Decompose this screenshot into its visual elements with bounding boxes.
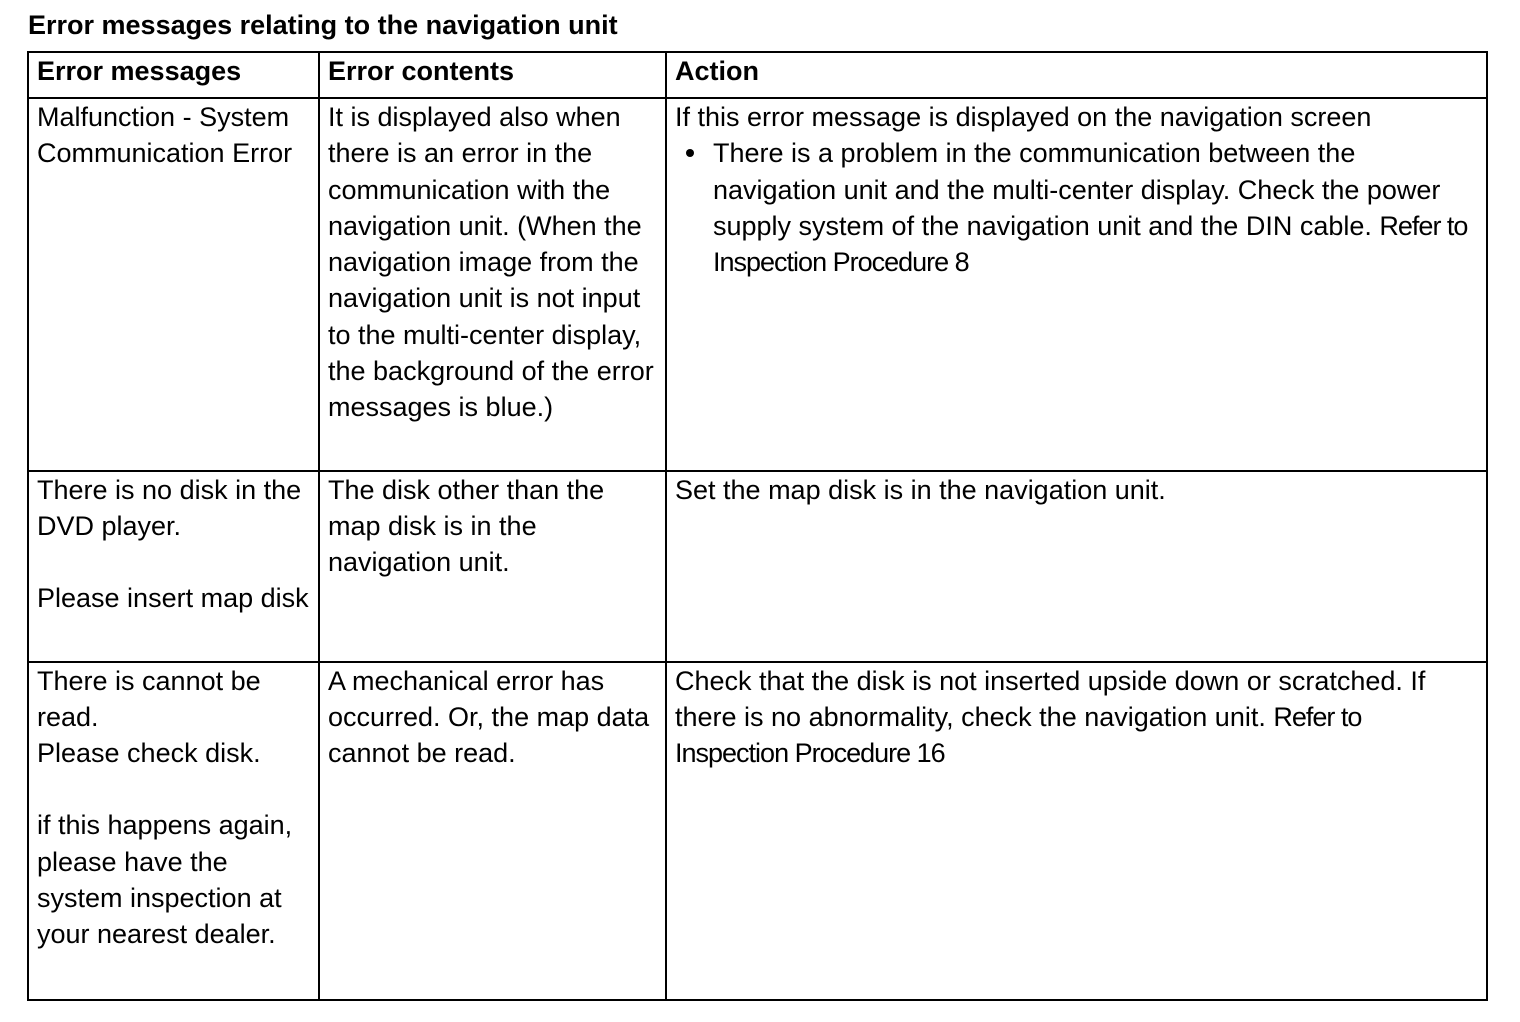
inspection-procedure-ref: Refer to Inspection Procedure 16 [675, 702, 1362, 769]
error-message-text: if this happens again, please have the system inspection at your nearest dealer. [37, 810, 293, 950]
error-message-text: There is cannot be read. [37, 665, 261, 733]
action-cell [666, 471, 1487, 662]
action-bullet-text: There is a problem in the communication between the navigation unit and the multi-center display. Check the power supply system of the navigation unit and the DIN cable. [713, 138, 1441, 241]
error-contents-text: The disk other than the map disk is in the navigation unit. [328, 474, 605, 578]
action-bullet-list [675, 135, 1480, 280]
table-row [28, 471, 1487, 662]
error-contents-cell [319, 662, 666, 1000]
error-contents-text: A mechanical error has occurred. Or, the map data cannot be read. [328, 665, 650, 769]
action-cell [666, 98, 1487, 470]
error-contents-text: It is displayed also when there is an error in the communication with the navigation unit. (When the navigation image from the navigation unit is not input to the multi-center display, the background of the error messages is blue.) [328, 102, 654, 422]
error-message-text: Please insert map disk [37, 583, 309, 614]
table-row [28, 662, 1487, 1000]
error-message-text: There is no disk in the DVD player. [37, 474, 302, 541]
error-message-cell [28, 471, 319, 662]
error-contents-cell [319, 471, 666, 662]
error-message-text: Please check disk. [37, 738, 261, 769]
action-cell [666, 662, 1487, 1000]
action-text: Set the map disk is in the navigation unit. [675, 474, 1166, 505]
error-message-text: Malfunction - System Communication Error [37, 102, 293, 169]
header-error-contents: Error contents [319, 52, 666, 98]
action-intro-text: If this error message is displayed on the navigation screen [675, 102, 1372, 133]
action-bullet-item [713, 135, 1480, 280]
table-row [28, 98, 1487, 470]
error-messages-table [27, 51, 1488, 1001]
inspection-procedure-ref: Refer to Inspection Procedure 8 [713, 210, 1468, 278]
header-error-messages: Error messages [28, 52, 319, 98]
header-action: Action [666, 52, 1487, 98]
error-contents-cell [319, 98, 666, 470]
page-title: Error messages relating to the navigation unit [28, 10, 618, 40]
table-header-row [28, 52, 1487, 98]
error-message-cell [28, 662, 319, 1000]
action-text: Check that the disk is not inserted upside down or scratched. If there is no abnormality, check the navigation unit. [675, 665, 1426, 733]
error-message-cell [28, 98, 319, 470]
